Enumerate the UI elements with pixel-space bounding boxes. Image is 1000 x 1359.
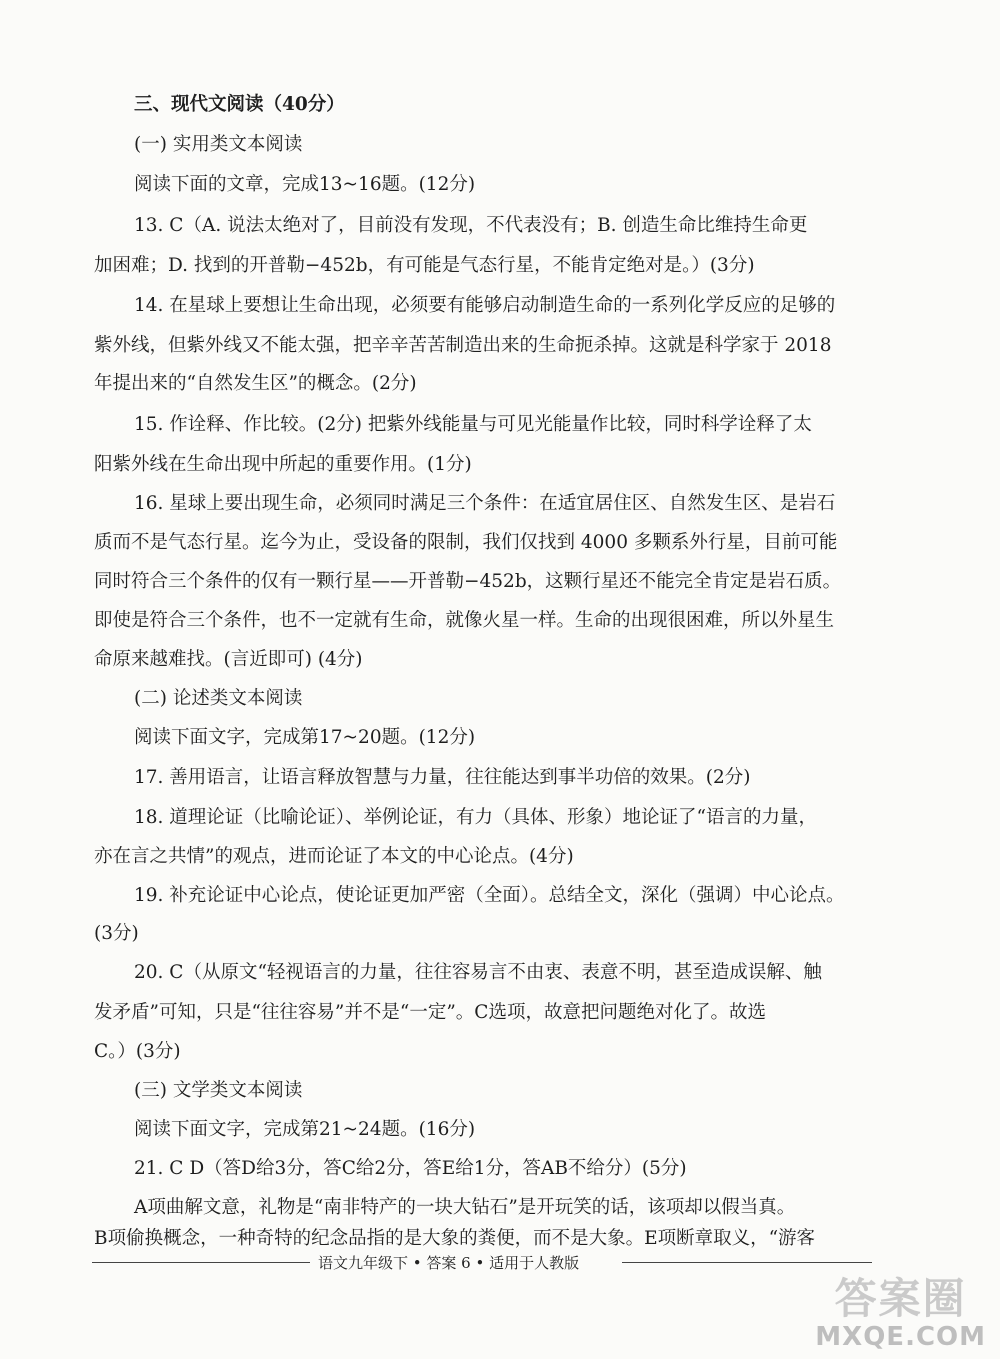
q20-line-1: 20. C（从原文“轻视语言的力量，往往容易言不由衷、表意不明，甚至造成误解、触 [134, 962, 822, 983]
watermark [815, 1275, 986, 1351]
q14-line-1: 14. 在星球上要想让生命出现，必须要有能够启动制造生命的一系列化学反应的足够的 [134, 295, 836, 316]
q18-line-1: 18. 道理论证（比喻论证）、举例论证，有力（具体、形象）地论证了“语言的力量， [134, 807, 818, 828]
part-1-instruction: 阅读下面的文章，完成13~16题。(12分) [134, 174, 476, 195]
q13-line-1: 13. C（A. 说法太绝对了，目前没有发现，不代表没有；B. 创造生命比维持生命更 [134, 215, 808, 236]
q13-line-2: 加困难；D. 找到的开普勒−452b，有可能是气态行星，不能肯定绝对是。）(3分) [94, 255, 755, 276]
q16-line-4: 即使是符合三个条件，也不一定就有生命，就像火星一样。生命的出现很困难，所以外星生 [94, 610, 835, 631]
q21-explanation-line-1: A项曲解文意，礼物是“南非特产的一块大钻石”是开玩笑的话，该项却以假当真。 [134, 1197, 796, 1218]
q19-line-1: 19. 补充论证中心论点，使论证更加严密（全面）。总结全文，深化（强调）中心论点。 [134, 885, 845, 906]
footer-rule-left [92, 1262, 310, 1263]
q17-line-1: 17. 善用语言，让语言释放智慧与力量，往往能达到事半功倍的效果。(2分) [134, 767, 751, 788]
q21-explanation-line-2: B项偷换概念，一种奇特的纪念品指的是大象的粪便，而不是大象。E项断章取义，“游客 [94, 1228, 816, 1249]
q21-line-1: 21. C D（答D给3分，答C给2分，答E给1分，答AB不给分）(5分) [134, 1158, 687, 1179]
q16-line-3: 同时符合三个条件的仅有一颗行星——开普勒−452b，这颗行星还不能完全肯定是岩石质。 [94, 571, 842, 592]
part-3-instruction: 阅读下面文字，完成第21~24题。(16分) [134, 1119, 476, 1140]
q15-line-2: 阳紫外线在生命出现中所起的重要作用。(1分) [94, 454, 472, 475]
watermark-url: MXQE.COM [815, 1322, 986, 1352]
watermark-logo: 答案圈 [834, 1274, 967, 1323]
section-title: 三、现代文阅读（40分） [134, 94, 345, 115]
q14-line-3: 年提出来的“自然发生区”的概念。(2分) [94, 373, 417, 394]
footer-text: 语文九年级下 • 答案 6 • 适用于人教版 [318, 1254, 580, 1272]
q20-line-3: C。）(3分) [94, 1041, 181, 1062]
q20-line-2: 发矛盾”可知，只是“往往容易”并不是“一定”。C选项，故意把问题绝对化了。故选 [94, 1002, 766, 1023]
part-2-instruction: 阅读下面文字，完成第17~20题。(12分) [134, 727, 476, 748]
q15-line-1: 15. 作诠释、作比较。(2分) 把紫外线能量与可见光能量作比较，同时科学诠释了太 [134, 414, 812, 435]
part-2-heading: (二) 论述类文本阅读 [134, 688, 303, 709]
q16-line-1: 16. 星球上要出现生命，必须同时满足三个条件：在适宜居住区、自然发生区、是岩石 [134, 493, 836, 514]
q19-line-2: (3分) [94, 923, 139, 944]
footer-rule-right [622, 1262, 872, 1263]
q18-line-2: 亦在言之共情”的观点，进而论证了本文的中心论点。(4分) [94, 846, 574, 867]
q16-line-2: 质而不是气态行星。迄今为止，受设备的限制，我们仅找到 4000 多颗系外行星，目前可能 [94, 532, 838, 553]
q14-line-2: 紫外线，但紫外线又不能太强，把辛辛苦苦制造出来的生命扼杀掉。这就是科学家于 2018 [94, 335, 832, 356]
part-3-heading: (三) 文学类文本阅读 [134, 1080, 303, 1101]
part-1-heading: (一) 实用类文本阅读 [134, 134, 303, 155]
q16-line-5: 命原来越难找。(言近即可) (4分) [94, 649, 363, 670]
